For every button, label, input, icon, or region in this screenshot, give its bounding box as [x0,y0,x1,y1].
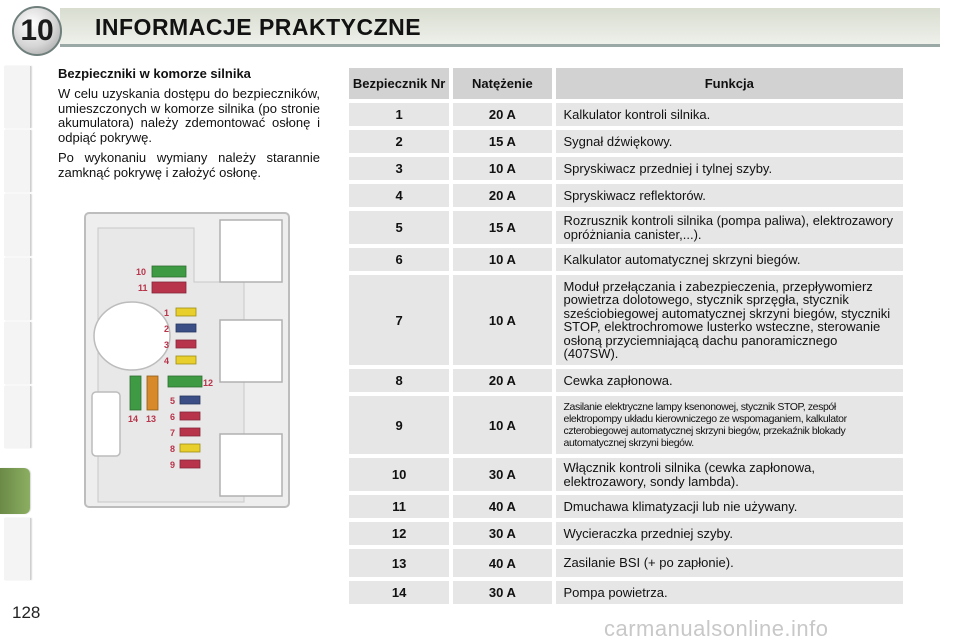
table-row [349,549,903,577]
table-row [349,396,903,454]
chapter-badge: 10 [12,6,62,56]
paragraph: Po wykonaniu wymiany należy starannie zamknąć pokrywę i założyć osłonę. [58,150,320,180]
header-fuse-number: Bezpiecznik Nr [349,68,449,99]
fuse-function: Włącznik kontroli silnika (cewka zapłonowa, elektrozawory, sondy lambda). [556,458,904,491]
fuse-function: Spryskiwacz przedniej i tylnej szyby. [556,157,904,180]
table-row [349,522,903,545]
fuse-amperage: 30 A [453,458,551,491]
fuse-function: Zasilanie BSI (+ po zapłonie). [556,549,904,577]
table-row [349,369,903,392]
fuse-label: 8 [170,444,176,454]
header-amperage: Natężenie [453,68,551,99]
fuse-function: Wycieraczka przedniej szyby. [556,522,904,545]
chapter-tab-strip [0,60,34,580]
relay-socket [220,320,282,382]
fuse-label: 1 [164,308,170,318]
fuse-function: Pompa powietrza. [556,581,904,604]
chapter-tab[interactable] [4,386,31,448]
fuse-1 [176,308,196,316]
fuse-label: 11 [138,283,148,293]
fuse-8 [180,444,200,452]
fuse-function: Moduł przełączania i zabezpieczenia, przepływomierz powietrza dolotowego, stycznik sprzęgła, stycznik sześciobiegowej automatycznej skrzyni biegów, styczniki STOP, elektrochromowe lusterko wsteczne, sterowanie osłoną przyciemniającą dachu panoramicznego (407SW). [556,275,904,365]
fuse-number: 6 [349,248,449,271]
fuse-number: 13 [349,549,449,577]
table-row [349,130,903,153]
relay-socket [220,220,282,282]
fuse-amperage: 30 A [453,581,551,604]
chapter-tab[interactable] [4,258,31,320]
fuse-6 [180,412,200,420]
fuse-amperage: 40 A [453,495,551,518]
fuse-amperage: 15 A [453,211,551,244]
header-underline [60,44,940,47]
side-cutout [92,392,120,456]
relay-socket [220,434,282,496]
fuse-amperage: 20 A [453,184,551,207]
page-title: INFORMACJE PRAKTYCZNE [95,14,422,40]
fuse-number: 11 [349,495,449,518]
fuse-label: 2 [164,324,170,334]
chapter-tab[interactable] [4,322,31,384]
fuse-14 [130,376,141,410]
table-row [349,248,903,271]
fuse-2 [176,324,196,332]
table-row [349,184,903,207]
paragraph: W celu uzyskania dostępu do bezpieczników, umieszczonych w komorze silnika (po stronie akumulatora) należy zdemontować osłonę i odpiąć pokrywę. [58,86,320,145]
fuse-label: 4 [164,356,170,366]
fuse-5 [180,396,200,404]
page-header [0,0,960,58]
table-row [349,103,903,126]
fuse-label: 10 [136,267,147,277]
fuse-number: 3 [349,157,449,180]
fuse-number: 5 [349,211,449,244]
page-number: 128 [12,603,41,622]
fuse-12 [168,376,202,387]
fuse-table [349,68,903,608]
fuse-number: 1 [349,103,449,126]
table-row [349,275,903,365]
chapter-tab[interactable] [4,130,31,192]
fuse-number: 9 [349,396,449,454]
left-text-column [58,66,320,186]
table-row [349,157,903,180]
fuse-function: Kalkulator kontroli silnika. [556,103,904,126]
fuse-label: 7 [170,428,176,438]
fuse-number: 8 [349,369,449,392]
fuse-7 [180,428,200,436]
fuse-function: Sygnał dźwiękowy. [556,130,904,153]
fuse-number: 10 [349,458,449,491]
chapter-tab[interactable] [4,194,31,256]
fuse-number: 14 [349,581,449,604]
table-row [349,581,903,604]
fuse-label: 12 [203,378,214,388]
fuse-number: 7 [349,275,449,365]
table-row [349,211,903,244]
fuse-amperage: 10 A [453,157,551,180]
fuse-3 [176,340,196,348]
section-title: Bezpieczniki w komorze silnika [58,66,251,81]
fuse-label: 9 [170,460,176,470]
fuse-amperage: 20 A [453,103,551,126]
fuse-amperage: 10 A [453,248,551,271]
fuse-function: Cewka zapłonowa. [556,369,904,392]
fuse-9 [180,460,200,468]
fuse-amperage: 20 A [453,369,551,392]
fuse-amperage: 10 A [453,275,551,365]
fuse-function: Dmuchawa klimatyzacji lub nie używany. [556,495,904,518]
fuse-number: 12 [349,522,449,545]
fuse-function: Rozrusznik kontroli silnika (pompa paliwa), elektrozawory opróżniania canister,...). [556,211,904,244]
fuse-10 [152,266,186,277]
header-function: Funkcja [556,68,904,99]
fuse-amperage: 40 A [453,549,551,577]
fuse-function: Zasilanie elektryczne lampy ksenonowej, stycznik STOP, zespół elektropompy układu kierowniczego ze wspomaganiem, kalkulator czterobiegowej automatycznej skrzyni biegów, przekaźnik blokady automatycznej skrzyni biegów. [556,396,904,454]
watermark: carmanualsonline.info [604,616,829,641]
fuse-4 [176,356,196,364]
chapter-tab[interactable] [4,66,31,128]
fuse-function: Spryskiwacz reflektorów. [556,184,904,207]
chapter-tab-active[interactable] [0,468,30,514]
fuse-label: 13 [146,414,157,424]
fuse-function: Kalkulator automatycznej skrzyni biegów. [556,248,904,271]
fuse-11 [152,282,186,293]
fuse-number: 2 [349,130,449,153]
fuse-box-diagram [84,212,290,508]
fuse-label: 14 [128,414,139,424]
fuse-label: 3 [164,340,170,350]
table-row [349,458,903,491]
fuse-13 [147,376,158,410]
table-row [349,495,903,518]
fuse-label: 5 [170,396,176,406]
fuse-amperage: 30 A [453,522,551,545]
chapter-tab[interactable] [4,518,31,580]
table-header-row [349,68,903,99]
fuse-amperage: 10 A [453,396,551,454]
fuse-label: 6 [170,412,176,422]
fuse-amperage: 15 A [453,130,551,153]
round-cutout [94,302,170,370]
fuse-number: 4 [349,184,449,207]
